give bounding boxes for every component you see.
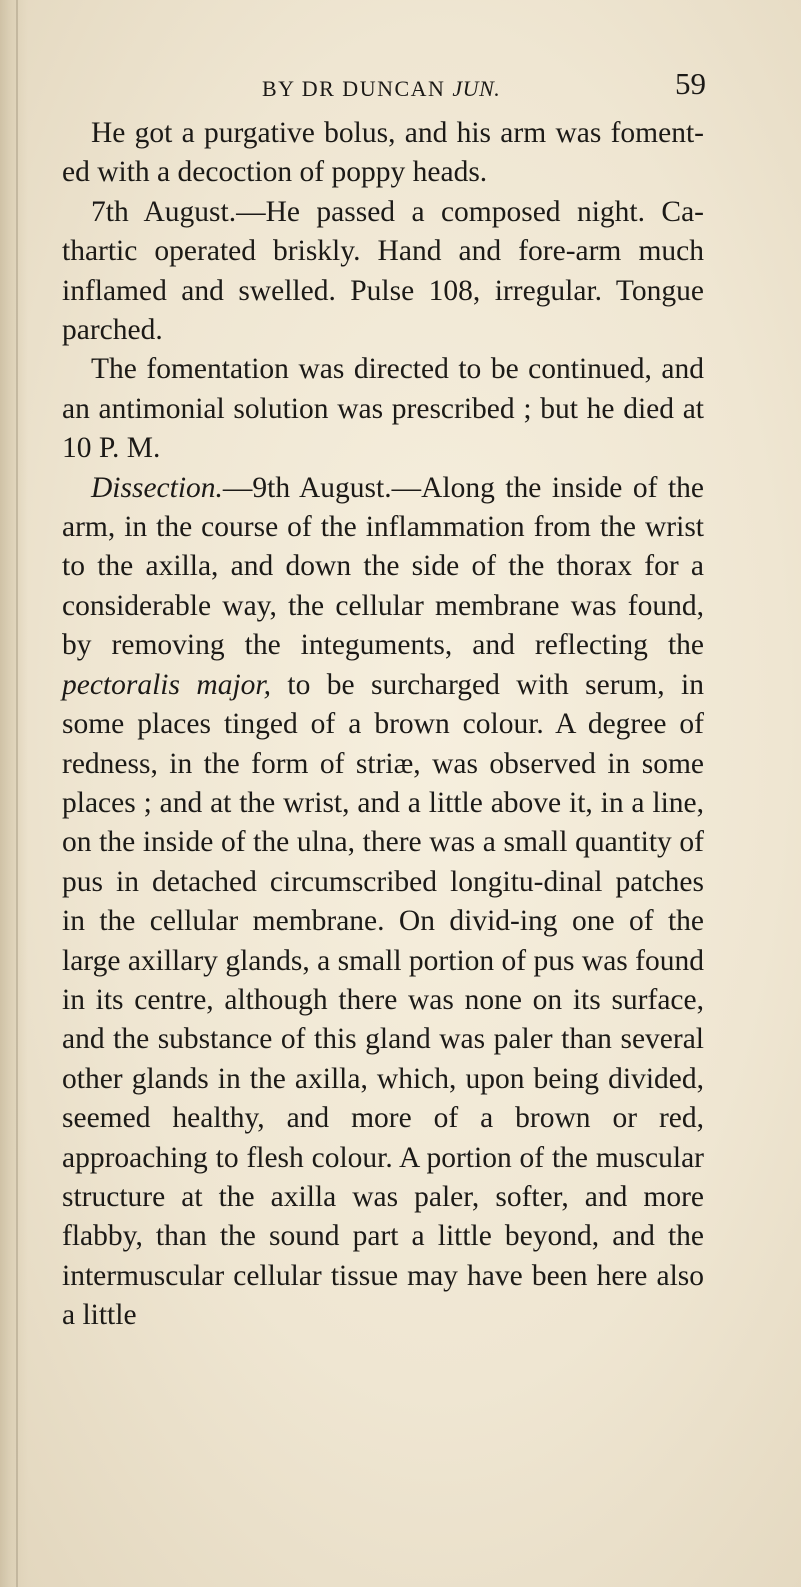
body-text	[62, 114, 704, 1336]
pectoralis-major-term: pectoralis major,	[62, 668, 271, 701]
paragraph-7th-august: 7th August.—He passed a composed night. Ca-thartic operated briskly. Hand and fore-arm much inflamed and swelled. Pulse 108, irregular. Tongue parched.	[62, 195, 704, 347]
page-number: 59	[675, 66, 706, 101]
paragraph-fomentation: The fomentation was directed to be continued, and an antimonial solution was prescribed ; but he died at 10 P. M.	[62, 353, 704, 465]
page-edge	[16, 0, 18, 1587]
dissection-text-part2: to be surcharged with serum, in some places tinged of a brown colour. A degree of redness, in the form of striæ, was observed in some places ; and at the wrist, and a little above it, in a line, on the inside of the ulna, there was a small quantity of pus in detached circumscribed longitu-dinal patches in the cellular membrane. On divid-ing one of the large axillary glands, a small portion of pus was found in its centre, although there was none on its surface, and the substance of this gland was paler than several other glands in the axilla, which, upon being divided, seemed healthy, and more of a brown or red, approaching to flesh colour. A portion of the muscular structure at the axilla was paler, softer, and more flabby, than the sound part a little beyond, and the intermuscular cellular tissue may have been here also a little	[62, 668, 704, 1332]
dissection-heading: Dissection.	[91, 471, 223, 504]
dissection-text-part1: —9th August.—Along the inside of the arm, in the course of the inflammation from the wrist to the axilla, and down the side of the thorax for a considerable way, the cellular membrane was found, by removing the integuments, and reflecting the	[62, 471, 704, 662]
running-head-suffix: JUN.	[452, 76, 501, 101]
paragraph-purgative: He got a purgative bolus, and his arm was foment-ed with a decoction of poppy heads.	[62, 117, 704, 189]
page-gutter-shadow	[0, 0, 28, 1587]
page-header	[0, 62, 801, 102]
running-head	[262, 76, 500, 102]
running-head-text: BY DR DUNCAN	[262, 76, 446, 101]
paragraph-dissection	[62, 469, 704, 1336]
